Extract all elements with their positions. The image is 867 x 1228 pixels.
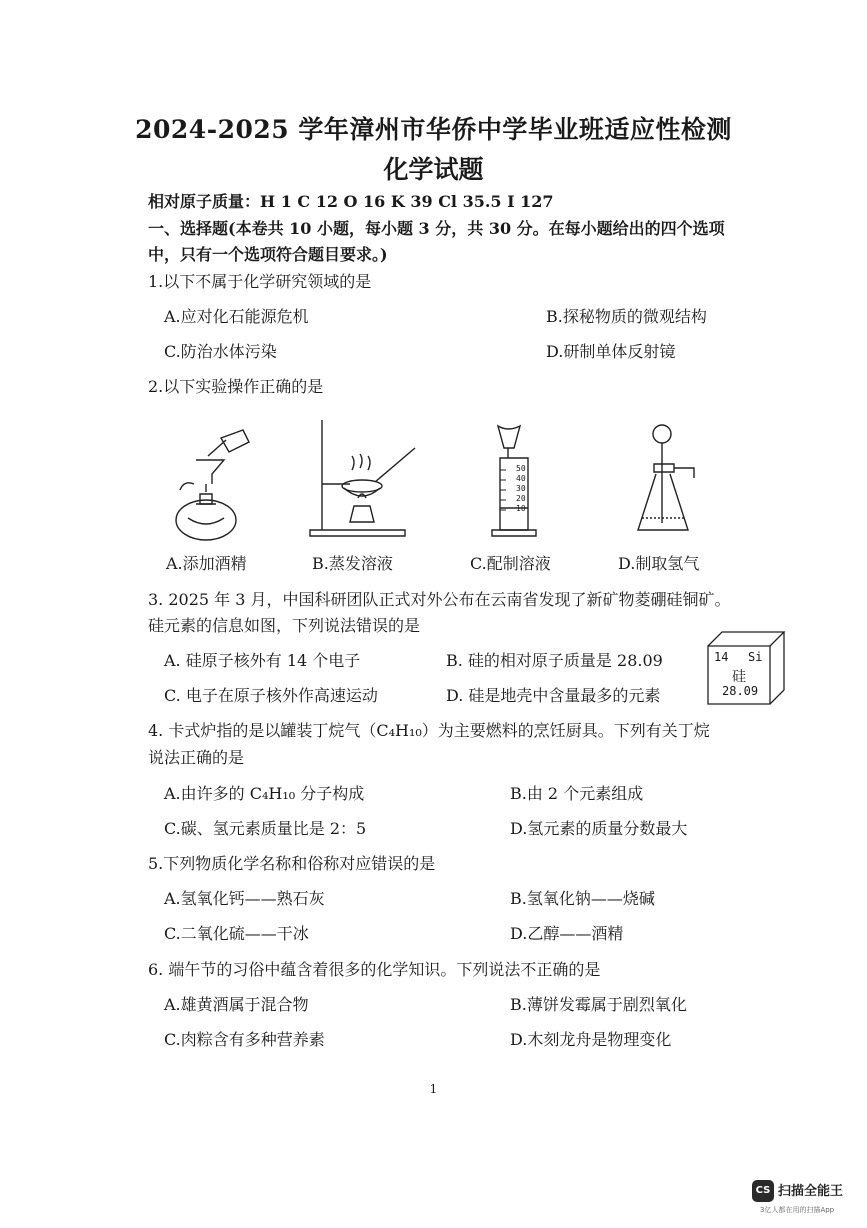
q6-option-c: C.肉粽含有多种营养素 [164,1030,325,1049]
scanner-brand: 扫描全能王 [778,1184,844,1199]
figure-evaporation [300,418,420,543]
q3-stem-line2: 硅元素的信息如图，下列说法错误的是 [148,616,421,635]
q3-option-c: C. 电子在原子核外作高速运动 [164,686,378,705]
q4-stem-line1: 4. 卡式炉指的是以罐装丁烷气（C₄H₁₀）为主要燃料的烹饪厨具。下列有关丁烷 [148,721,710,740]
q5-option-c: C.二氧化硫——干冰 [164,924,309,943]
figure-graduated-cylinder [480,418,550,543]
atomic-masses: 相对原子质量：H 1 C 12 O 16 K 39 Cl 35.5 I 127 [148,192,554,211]
q2-option-a: A.添加酒精 [166,554,247,573]
exam-title: 2024-2025 学年漳州市华侨中学毕业班适应性检测 [135,115,732,144]
scanner-logo-icon: CS [752,1180,774,1202]
element-symbol: Si [748,650,763,664]
q5-option-b: B.氢氧化钠——烧碱 [510,889,655,908]
q3-option-a: A. 硅原子核外有 14 个电子 [164,651,361,670]
q3-option-b: B. 硅的相对原子质量是 28.09 [446,651,663,670]
section-heading-line1: 一、选择题(本卷共 10 小题，每小题 3 分，共 30 分。在每小题给出的四个选项 [148,219,725,238]
cylinder-tick-20: 20 [516,494,526,503]
q2-option-d: D.制取氢气 [618,554,700,573]
q1-option-b: B.探秘物质的微观结构 [546,307,707,326]
silicon-element-card [706,628,788,706]
q1-option-a: A.应对化石能源危机 [164,307,309,326]
q4-stem-line2: 说法正确的是 [148,748,245,767]
cylinder-tick-10: 10 [516,504,526,513]
q1-option-d: D.研制单体反射镜 [546,342,676,361]
q4-option-d: D.氢元素的质量分数最大 [510,819,688,838]
cylinder-tick-50: 50 [516,464,526,473]
q4-option-c: C.碳、氢元素质量比是 2：5 [164,819,367,838]
q3-option-d: D. 硅是地壳中含量最多的元素 [446,686,661,705]
q6-option-d: D.木刻龙舟是物理变化 [510,1030,672,1049]
q3-stem-line1: 3. 2025 年 3 月，中国科研团队正式对外公布在云南省发现了新矿物菱硼硅铜矿。 [148,590,731,609]
figure-hydrogen-flask [628,420,708,545]
page-number: 1 [429,1082,438,1096]
section-heading-line2: 中，只有一个选项符合题目要求。) [148,245,388,264]
q6-option-b: B.薄饼发霉属于剧烈氧化 [510,995,687,1014]
q1-stem: 1.以下不属于化学研究领域的是 [148,272,372,291]
q4-option-a: A.由许多的 C₄H₁₀ 分子构成 [164,784,365,803]
figure-add-alcohol [166,420,266,545]
q5-stem: 5.下列物质化学名称和俗称对应错误的是 [148,854,436,873]
q5-option-a: A.氢氧化钙——熟石灰 [164,889,325,908]
q2-option-b: B.蒸发溶液 [312,554,393,573]
q5-option-d: D.乙醇——酒精 [510,924,624,943]
q6-option-a: A.雄黄酒属于混合物 [164,995,309,1014]
element-name: 硅 [732,669,746,685]
cylinder-tick-40: 40 [516,474,526,483]
exam-subtitle: 化学试题 [383,155,484,184]
q2-option-c: C.配制溶液 [470,554,551,573]
q4-option-b: B.由 2 个元素组成 [510,784,644,803]
scanner-tagline: 3亿人都在用的扫描App [760,1206,835,1214]
q6-stem: 6. 端午节的习俗中蕴含着很多的化学知识。下列说法不正确的是 [148,960,601,979]
q1-option-c: C.防治水体污染 [164,342,277,361]
cylinder-tick-30: 30 [516,484,526,493]
element-number: 14 [714,650,729,664]
q2-stem: 2.以下实验操作正确的是 [148,377,324,396]
element-mass: 28.09 [722,684,759,698]
